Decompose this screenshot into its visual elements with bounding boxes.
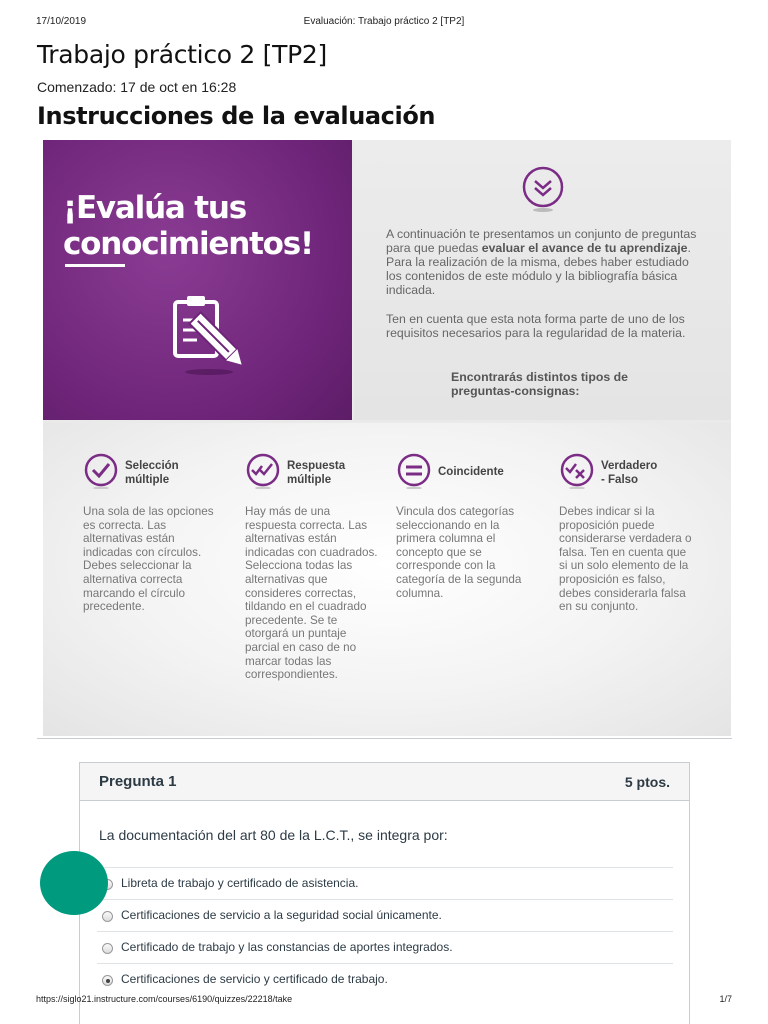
print-header: [36, 16, 732, 30]
banner-intro-text: [386, 227, 706, 297]
qtype-description: Vincula dos categorías seleccionando en la primera columna el concepto que se corresponde con la categoría de la segunda columna.: [396, 505, 522, 600]
equals-circle-icon: [396, 453, 432, 489]
print-url: https://siglo21.instructure.com/courses/6190/quizzes/22218/take: [36, 994, 293, 1004]
answer-option[interactable]: [97, 963, 673, 995]
qtype-name-l2: múltiple: [287, 474, 332, 486]
chevron-down-circle-icon: [520, 166, 566, 212]
banner-purple-panel: [43, 140, 352, 420]
radio-icon[interactable]: [102, 975, 113, 986]
intro-part-a: A continuación te presentamos un conjunto de preguntas para que puedas: [386, 227, 697, 255]
banner-headline-line1: ¡Evalúa tus: [63, 190, 246, 226]
section-divider: [37, 738, 732, 739]
qtype-name-l1: Respuesta: [287, 460, 346, 472]
question-header: [80, 763, 689, 801]
qtype-name-l2: - Falso: [601, 474, 639, 486]
qtype-description: Una sola de las opciones es correcta. Las alternativas están indicadas con círculos. Debes seleccionar la alternativa correcta marcando el círculo precedente.: [83, 505, 214, 614]
answer-label[interactable]: Certificaciones de servicio a la seguridad social únicamente.: [121, 908, 442, 922]
banner-headline: [63, 190, 313, 262]
headline-underline: [65, 264, 125, 267]
intro-part-b: . Para la realización de la misma, debes haber estudiado los contenidos de este módulo y la bibliografía básica indicada.: [386, 241, 691, 297]
answer-option[interactable]: [97, 931, 673, 963]
print-page-number: 1/7: [719, 994, 732, 1004]
question-name: Pregunta 1: [99, 773, 177, 790]
page-title: Trabajo práctico 2 [TP2]: [37, 40, 327, 69]
question-card: [79, 762, 690, 1024]
print-date: 17/10/2019: [36, 16, 87, 27]
qtype-name-l1: Verdadero: [601, 460, 658, 472]
question-types-panel: [43, 423, 731, 736]
radio-icon[interactable]: [102, 911, 113, 922]
question-points: 5 ptos.: [624, 774, 670, 790]
qtype-name: [438, 465, 504, 479]
instructions-banner: [43, 140, 731, 736]
banner-top: [43, 140, 731, 420]
print-footer: [36, 994, 732, 1006]
qtype-name-l1: Coincidente: [438, 466, 504, 478]
check-circle-icon: [83, 453, 119, 489]
answer-label[interactable]: Libreta de trabajo y certificado de asistencia.: [121, 876, 359, 890]
banner-headline-line2: conocimientos!: [63, 226, 313, 262]
answer-label[interactable]: Certificado de trabajo y las constancias de aportes integrados.: [121, 940, 453, 954]
qtype-name-l2: múltiple: [125, 474, 170, 486]
check-cross-circle-icon: [559, 453, 595, 489]
started-timestamp: Comenzado: 17 de oct en 16:28: [37, 79, 237, 95]
qtype-name: [601, 459, 657, 487]
banner-types-heading: Encontrarás distintos tipos de preguntas-consignas:: [451, 370, 628, 398]
qtype-name: [287, 459, 345, 487]
answer-option[interactable]: [97, 867, 673, 899]
answer-label[interactable]: Certificaciones de servicio y certificado de trabajo.: [121, 972, 388, 986]
instructions-heading: Instrucciones de la evaluación: [37, 102, 436, 130]
print-title: Evaluación: Trabajo práctico 2 [TP2]: [303, 16, 465, 27]
qtype-description: Hay más de una respuesta correcta. Las alternativas están indicadas con cuadrados. Selecciona todas las alternativas que consideres correctas, tildando en el cuadrado precedente. Se te otorgará un puntaje parcial en caso de no marcar todas las correspondientes.: [245, 505, 378, 682]
banner-intro-note: Ten en cuenta que esta nota forma parte de uno de los requisitos necesarios para la regularidad de la materia.: [386, 312, 686, 340]
answer-option[interactable]: [97, 899, 673, 931]
question-text: La documentación del art 80 de la L.C.T., se integra por:: [99, 827, 448, 843]
qtype-name-l1: Selección: [125, 460, 179, 472]
teal-circle-overlay: [40, 851, 108, 915]
qtype-description: Debes indicar si la proposición puede considerarse verdadera o falsa. Ten en cuenta que si un solo elemento de la proposición es falso, debes considerarla falsa en su conjunto.: [559, 505, 692, 614]
intro-bold: evaluar el avance de tu aprendizaje: [481, 241, 688, 255]
radio-icon[interactable]: [102, 943, 113, 954]
double-check-circle-icon: [245, 453, 281, 489]
qtype-name: [125, 459, 179, 487]
clipboard-pencil-icon: [167, 290, 257, 380]
answer-list: [97, 867, 673, 995]
banner-intro-panel: [354, 140, 731, 420]
